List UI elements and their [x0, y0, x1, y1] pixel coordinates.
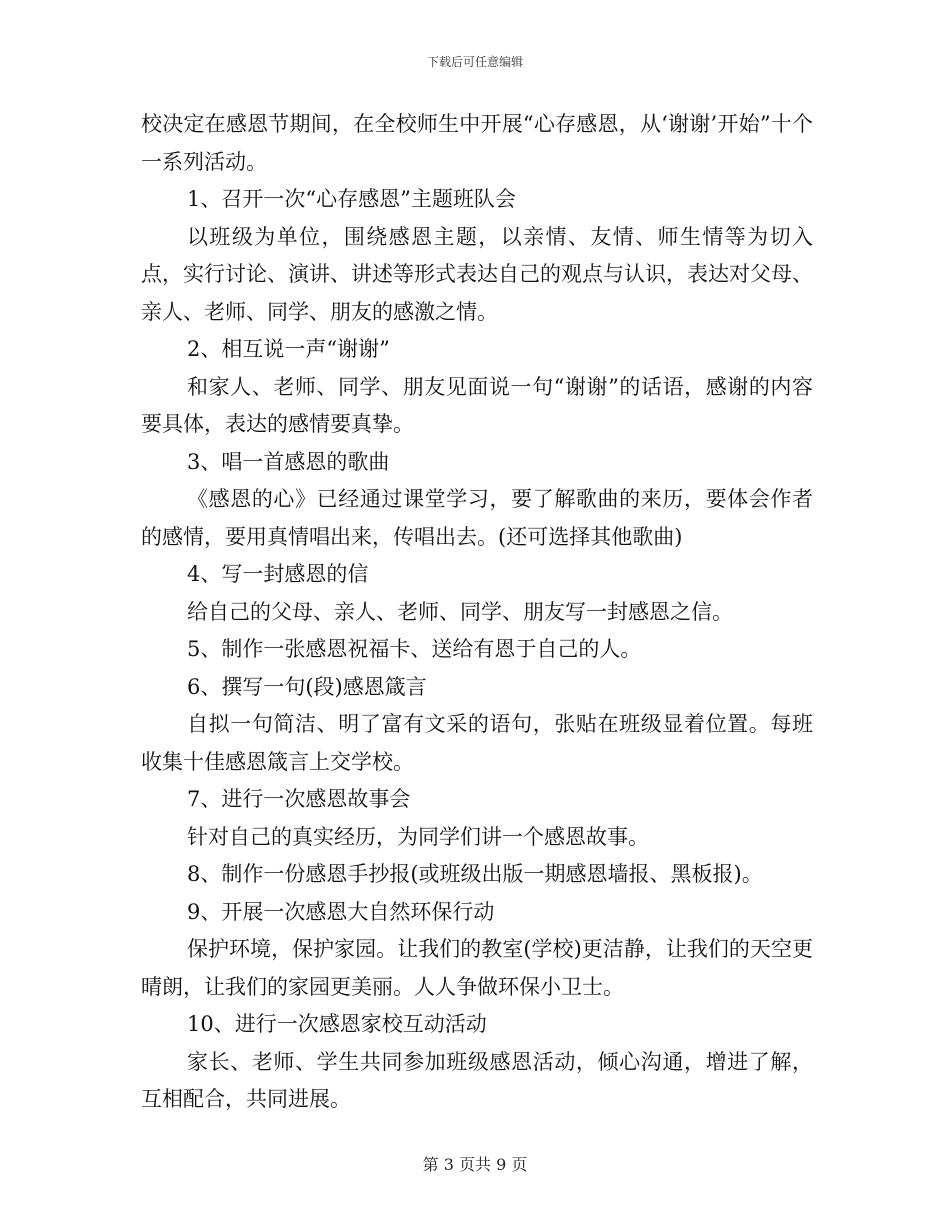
list-heading: 2、相互说一声“谢谢”: [187, 337, 390, 361]
list-heading: 3、唱一首感恩的歌曲: [187, 449, 390, 474]
list-heading: 10、进行一次感恩家校互动活动: [187, 1012, 487, 1036]
paragraph: 家长、老师、学生共同参加班级感恩活动，倾心沟通，增进了解，互相配合，共同进展。: [141, 1049, 813, 1111]
list-heading: 1、召开一次“心存感恩”主题班队会: [187, 187, 516, 211]
paragraph: 和家人、老师、同学、朋友见面说一句“谢谢”的话语，感谢的内容要具体，表达的感情要真挚。: [141, 374, 813, 436]
list-heading: 4、写一封感恩的信: [187, 562, 369, 586]
paragraph: 以班级为单位，围绕感恩主题，以亲情、友情、师生情等为切入点，实行讨论、演讲、讲述等形式表达自己的观点与认识，表达对父母、亲人、老师、同学、朋友的感激之情。: [141, 224, 813, 324]
paragraph: 针对自己的真实经历，为同学们讲一个感恩故事。: [187, 824, 649, 849]
page-header: 下载后可任意编辑: [426, 55, 523, 69]
document-body: [141, 106, 813, 1119]
page-number: 第 3 页共 9 页: [422, 1155, 528, 1174]
list-heading: 5、制作一张感恩祝福卡、送给有恩于自己的人。: [187, 637, 642, 661]
paragraph: 校决定在感恩节期间，在全校师生中开展“心存感恩，从‘谢谢’开始”十个一系列活动。: [141, 112, 813, 174]
list-heading: 7、进行一次感恩故事会: [187, 787, 411, 811]
paragraph: 《感恩的心》已经通过课堂学习，要了解歌曲的来历，要体会作者的感情，要用真情唱出来，传唱出去。(还可选择其他歌曲): [141, 487, 813, 549]
paragraph: 给自己的父母、亲人、老师、同学、朋友写一封感恩之信。: [187, 599, 733, 624]
paragraph: 保护环境，保护家园。让我们的教室(学校)更洁静，让我们的天空更晴朗，让我们的家园更美丽。人人争做环保小卫士。: [141, 937, 813, 999]
list-heading: 6、撰写一句(段)感恩箴言: [187, 674, 427, 699]
list-heading: 9、开展一次感恩大自然环保行动: [187, 899, 495, 924]
paragraph: 自拟一句简洁、明了富有文采的语句，张贴在班级显着位置。每班收集十佳感恩箴言上交学校。: [141, 712, 813, 774]
list-heading: 8、制作一份感恩手抄报(或班级出版一期感恩墙报、黑板报)。: [187, 862, 763, 886]
